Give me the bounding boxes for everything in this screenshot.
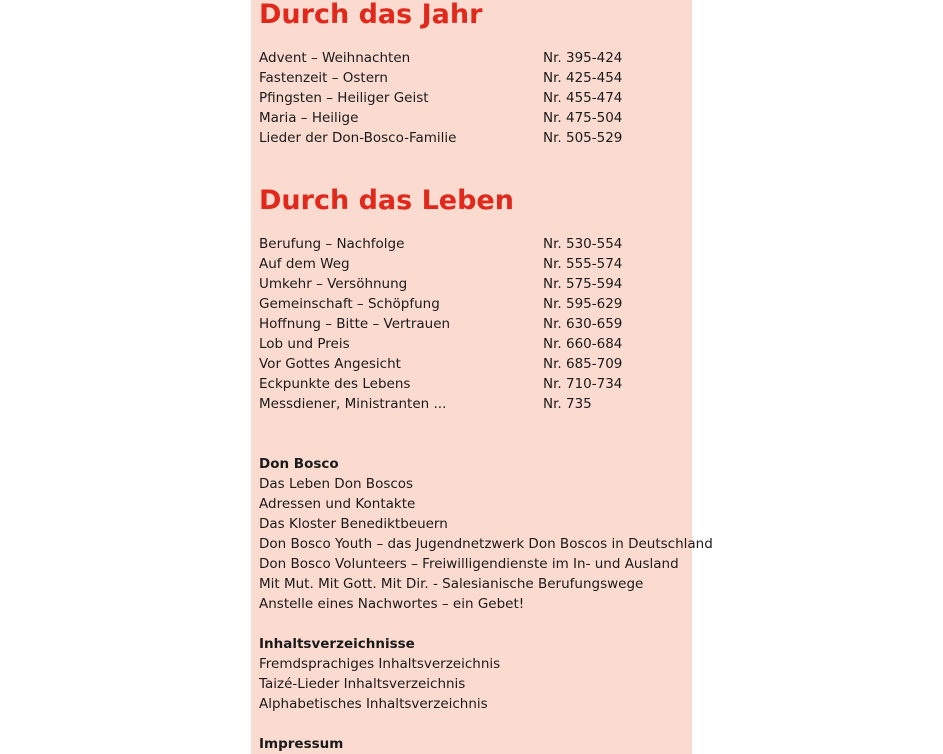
list-item[interactable]: Fremdsprachiges Inhaltsverzeichnis	[259, 656, 501, 672]
list-item[interactable]: Das Kloster Benediktbeuern	[259, 516, 448, 532]
section-title-don-bosco: Don Bosco	[259, 456, 339, 472]
toc-row-number: Nr. 595-629	[543, 296, 623, 312]
toc-row-label: Auf dem Weg	[259, 256, 350, 272]
toc-row-label: Pfingsten – Heiliger Geist	[259, 90, 429, 106]
toc-row-number: Nr. 475-504	[543, 110, 623, 126]
list-item[interactable]: Taizé-Lieder Inhaltsverzeichnis	[259, 676, 466, 692]
toc-row-label: Fastenzeit – Ostern	[259, 70, 388, 86]
toc-row-label: Eckpunkte des Lebens	[259, 376, 411, 392]
toc-row-number: Nr. 685-709	[543, 356, 623, 372]
toc-row-label: Gemeinschaft – Schöpfung	[259, 296, 440, 312]
list-item[interactable]: Adressen und Kontakte	[259, 496, 416, 512]
heading-durch-das-leben: Durch das Leben	[259, 185, 514, 216]
toc-row-label: Berufung – Nachfolge	[259, 236, 405, 252]
toc-row-label: Lieder der Don-Bosco-Familie	[259, 130, 457, 146]
list-item[interactable]: Alphabetisches Inhaltsverzeichnis	[259, 696, 488, 712]
toc-row-label: Umkehr – Versöhnung	[259, 276, 408, 292]
section-title-impressum[interactable]: Impressum	[259, 736, 344, 752]
toc-row-number: Nr. 735	[543, 396, 592, 412]
list-item[interactable]: Don Bosco Volunteers – Freiwilligendienste im In- und Ausland	[259, 556, 679, 572]
toc-row-number: Nr. 555-574	[543, 256, 623, 272]
list-item[interactable]: Anstelle eines Nachwortes – ein Gebet!	[259, 596, 525, 612]
toc-row-number: Nr. 660-684	[543, 336, 623, 352]
list-item[interactable]: Das Leben Don Boscos	[259, 476, 414, 492]
toc-row-label: Maria – Heilige	[259, 110, 359, 126]
toc-row-label: Hoffnung – Bitte – Vertrauen	[259, 316, 451, 332]
toc-row-label: Advent – Weihnachten	[259, 50, 411, 66]
toc-row-label: Lob und Preis	[259, 336, 350, 352]
toc-row-number: Nr. 630-659	[543, 316, 623, 332]
toc-row-label: Vor Gottes Angesicht	[259, 356, 401, 372]
toc-row-number: Nr. 425-454	[543, 70, 623, 86]
toc-row-number: Nr. 710-734	[543, 376, 623, 392]
heading-durch-das-jahr: Durch das Jahr	[259, 0, 483, 30]
toc-row-label: Messdiener, Ministranten ...	[259, 396, 447, 412]
toc-row-number: Nr. 530-554	[543, 236, 623, 252]
list-item[interactable]: Mit Mut. Mit Gott. Mit Dir. - Salesianische Berufungswege	[259, 576, 644, 592]
section-title-inhaltsverzeichnisse: Inhaltsverzeichnisse	[259, 636, 415, 652]
toc-row-number: Nr. 575-594	[543, 276, 623, 292]
list-item[interactable]: Don Bosco Youth – das Jugendnetzwerk Don Boscos in Deutschland	[259, 536, 713, 552]
toc-row-number: Nr. 505-529	[543, 130, 623, 146]
toc-row-number: Nr. 455-474	[543, 90, 623, 106]
toc-row-number: Nr. 395-424	[543, 50, 623, 66]
